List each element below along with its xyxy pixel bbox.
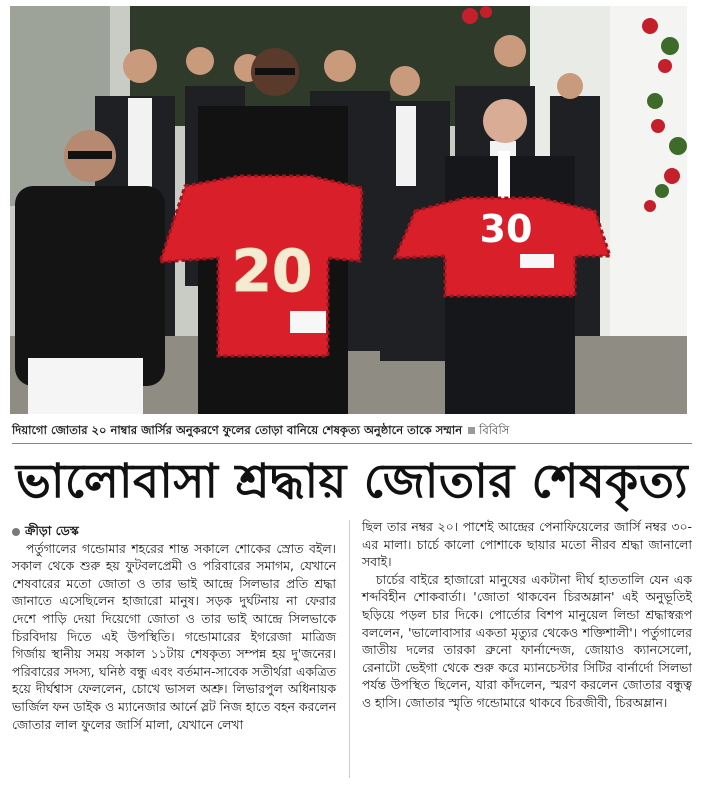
body-paragraph: চার্চের বাইরে হাজারো মানুষের একটানা দীর্ঘ হাততালি যেন এক শব্দবিহীন শোকবার্তা। 'জোতা থাকবেন চিরঅম্লান' এই অনুভূতিই ছড়িয়ে পড়ল চার দিকে। পোর্তোর বিশপ মানুয়েল লিন্ডা শ্রদ্ধাস্বরূপ বললেন, 'ভালোবাসার একতা মৃত্যুর থেকেও শক্তিশালী'। পর্তুগালের জাতীয় দলের তারকা ব্রুনো ফার্নান্দেজ, জোয়াও ক্যানসেলো, রেনাটো ভেইগা থেকে শুরু করে ম্যানচেস্টার সিটির বার্নার্দো সিলভা পর্যন্ত উপস্থিত ছিলেন, যারা কাঁদলেন, স্মরণ করলেন জোতার বন্ধুত্ব ও হাসি। জোতার স্মৃতি গন্ডোমারে থাকবে চিরজীবী, চিরঅম্লান।	[362, 571, 692, 710]
column-divider	[349, 520, 350, 778]
bullet-dot-icon	[12, 528, 20, 536]
caption-text: দিয়াগো জোতার ২০ নাম্বার জার্সির অনুকরণে ফুলের তোড়া বানিয়ে শেষকৃত্য অনুষ্ঠানে তাকে সম্মান	[12, 423, 463, 437]
jersey-number-30: 30	[479, 207, 533, 251]
jersey-number-20: 20	[231, 237, 313, 305]
caption-rule	[12, 443, 692, 444]
desk-label: ক্রীড়া ডেস্ক	[12, 522, 336, 540]
news-photo	[10, 6, 687, 414]
article-column-1	[12, 522, 336, 733]
funeral-procession-illustration	[10, 6, 687, 414]
photo-credit: বিবিসি	[479, 423, 510, 437]
article-column-2	[362, 518, 692, 712]
headline: ভালোবাসা শ্রদ্ধায় জোতার শেষকৃত্য	[15, 454, 689, 509]
body-paragraph: পর্তুগালের গন্ডোমার শহরের শান্ত সকালে শোকের স্রোত বইল। সকাল থেকে শুরু হয় ফুটবলপ্রেমী ও পরিবারের সমাগম, যেখানে শেষবারের মতো জোতা ও তার ভাই আন্দ্রে সিলভার প্রতি শ্রদ্ধা জানাতে এসেছিলেন হাজারো মানুষ। সড়ক দুর্ঘটনায় না ফেরার দেশে পাড়ি দেয়া দিয়েগো জোতা ও তার ভাই আন্দ্রে সিলভাকে চিরবিদায় দিতে এই উপস্থিতি। গন্ডোমারের ইগরেজা মাত্রিজ গির্জায় স্থানীয় সময় সকাল ১১টায় শেষকৃত্য সম্পন্ন হয় দু'জনের। পরিবারের সদস্য, ঘনিষ্ঠ বন্ধু এবং বর্তমান-সাবেক সতীর্থরা একত্রিত হয়ে দীর্ঘশ্বাস ফেললেন, চোখে ভাসল অশ্রু। লিভারপুল অধিনায়ক ভার্জিল ফন ডাইক ও ম্যানেজার আর্নে স্লট নিজ হাতে বহন করলেন জোতার লাল ফুলের জার্সি মালা, যেখানে লেখা	[12, 540, 336, 732]
photo-caption	[12, 422, 692, 438]
caption-separator-square	[468, 427, 475, 434]
body-paragraph: ছিল তার নম্বর ২০। পাশেই আন্দ্রের পেনাফিয়েলের জার্সি নম্বর ৩০-এর মালা। চার্চে কালো পোশাকে ছায়ার মতো নীরব শ্রদ্ধা জানালো সবাই।	[362, 519, 692, 570]
